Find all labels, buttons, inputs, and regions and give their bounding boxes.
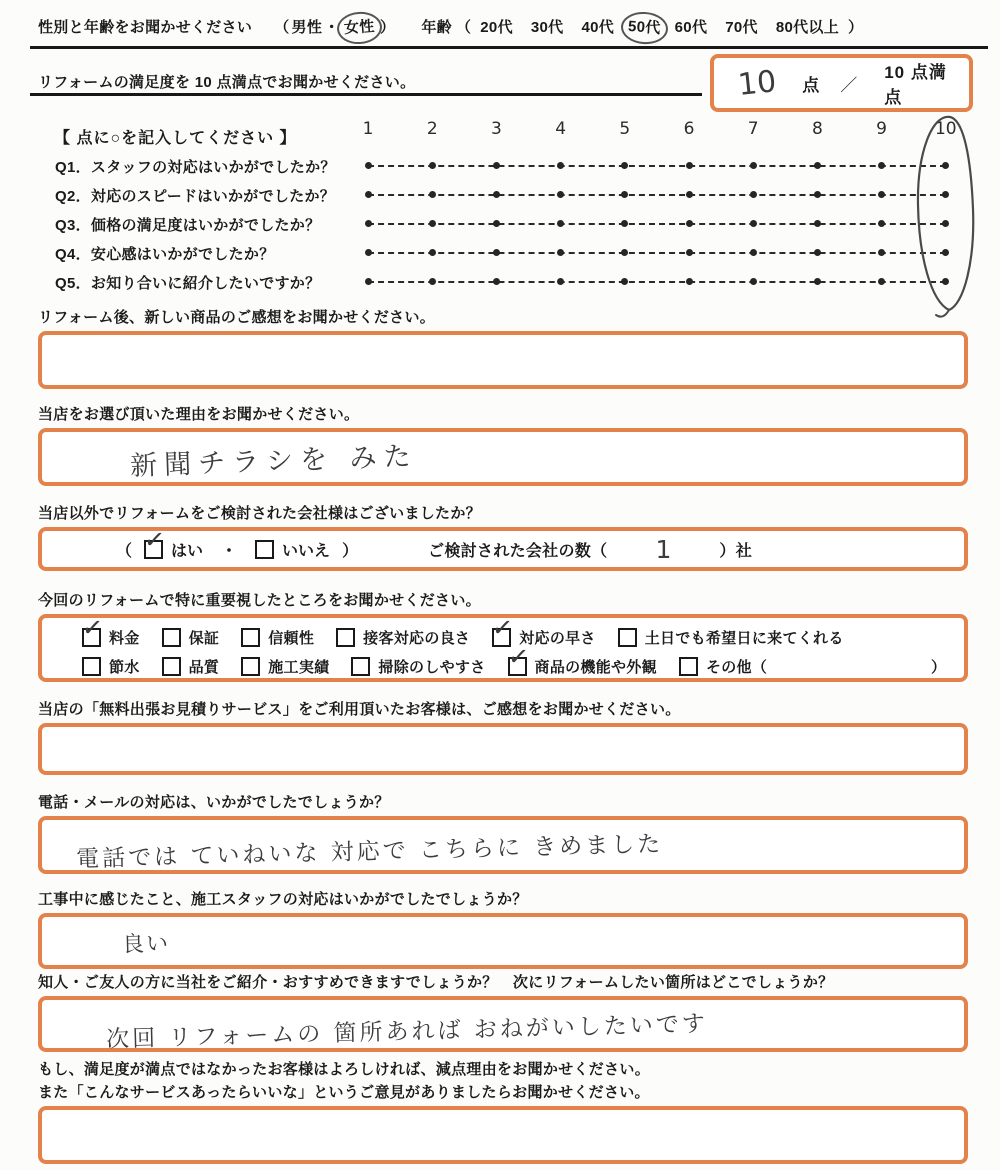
rating-rows [0, 152, 1000, 297]
company-count-suffix: ）社 [719, 542, 752, 560]
priority-option[interactable] [241, 627, 314, 648]
rating-dot[interactable] [621, 249, 628, 256]
rating-dot[interactable] [621, 162, 628, 169]
section-label: 当店をお選び頂いた理由をお聞かせください。 [38, 406, 360, 423]
rating-dot[interactable] [814, 220, 821, 227]
rating-dot[interactable] [878, 220, 885, 227]
rating-dot[interactable] [621, 191, 628, 198]
rating-instruction: 【 点に○を記入してください 】 [54, 130, 297, 147]
rating-question-label: Q2．対応のスピードはいかがでしたか？ [55, 188, 336, 205]
dash-line [368, 223, 946, 225]
checkbox[interactable] [336, 628, 355, 647]
rating-dot[interactable] [557, 162, 564, 169]
paren-open-icon: （ [116, 542, 133, 560]
survey-section-priorities [38, 591, 968, 682]
priority-option-label: 商品の機能や外観 [534, 659, 657, 676]
dash-line [368, 165, 946, 167]
rating-dot[interactable] [365, 220, 372, 227]
scale-number: 5 [619, 119, 631, 139]
priority-option-label: 料金 [109, 630, 140, 647]
rating-row [0, 181, 1000, 210]
rating-dot[interactable] [878, 278, 885, 285]
checkbox[interactable] [351, 657, 370, 676]
check-mark-icon: ✓ [142, 523, 167, 555]
scale-number: 4 [555, 119, 567, 139]
rating-row [0, 152, 1000, 181]
priority-option-label: 保証 [188, 630, 220, 647]
priority-option[interactable] [618, 627, 844, 648]
priority-option[interactable] [82, 656, 140, 677]
rating-dot[interactable] [365, 249, 372, 256]
rating-dot[interactable] [429, 191, 436, 198]
impressions-answer-box[interactable] [38, 331, 968, 389]
rating-dot[interactable] [493, 162, 500, 169]
section-label: 知人・ご友人の方に当社をご紹介・おすすめできますでしょうか？ 次にリフォームしたい箇所はどこでしょうか？ [38, 974, 834, 991]
priority-option[interactable] [506, 640, 657, 677]
checkbox[interactable] [618, 628, 637, 647]
scale-number: 3 [491, 119, 502, 139]
section-label: リフォーム後、新しい商品のご感想をお聞かせください。 [38, 309, 436, 326]
rating-dot[interactable] [365, 162, 372, 169]
rating-dot[interactable] [750, 220, 757, 227]
priority-option[interactable] [336, 627, 470, 648]
rating-question-label: Q4．安心感はいかがでしたか？ [55, 246, 275, 263]
age-option[interactable]: 60代 [674, 19, 708, 36]
score-unit-label: 点 [802, 75, 821, 95]
age-option[interactable]: 70代 [725, 19, 758, 36]
rating-dot[interactable] [750, 278, 757, 285]
checkbox[interactable] [80, 611, 105, 647]
construction-answer-box[interactable] [38, 913, 968, 969]
rating-dot[interactable] [686, 191, 693, 198]
check-mark-icon: ✓ [506, 640, 531, 673]
priority-option[interactable] [679, 656, 767, 677]
checkbox[interactable] [162, 628, 181, 647]
section-label: 当店以外でリフォームをご検討された会社様はございましたか？ [38, 505, 481, 522]
priority-option-label: 接客対応の良さ [363, 630, 471, 647]
rating-dotline [336, 152, 978, 181]
priority-option-label: 品質 [188, 659, 220, 676]
company-option-label: いいえ [282, 542, 331, 560]
reason-answer-box[interactable] [38, 428, 968, 486]
company-option[interactable] [142, 523, 204, 561]
rating-dot[interactable] [814, 162, 821, 169]
rating-dot[interactable] [493, 249, 500, 256]
scale-number: 9 [876, 119, 887, 139]
rating-dotline [336, 210, 978, 239]
rating-dot[interactable] [557, 249, 564, 256]
priority-option[interactable] [162, 656, 220, 677]
survey-section-construction [38, 890, 968, 969]
rating-dot[interactable] [429, 278, 436, 285]
rating-dotline [336, 239, 978, 268]
section-divider [30, 46, 988, 49]
rating-matrix [0, 118, 1000, 310]
scale-number: 6 [683, 119, 695, 139]
priority-option-label: 施工実績 [268, 659, 330, 676]
dash-line [368, 252, 946, 254]
scale-number: 7 [747, 119, 759, 139]
companies-answer-box[interactable] [38, 523, 968, 571]
paren-open-icon: （ [455, 19, 472, 36]
written-score-value: 10 [736, 63, 778, 103]
section-label: 今回のリフォームで特に重要視したところをお聞かせください。 [38, 592, 481, 609]
paren-close-icon: ） [848, 19, 864, 36]
rating-question-label: Q1．スタッフの対応はいかがでしたか？ [55, 159, 336, 176]
referral-answer-box[interactable] [38, 996, 968, 1052]
company-option-label: はい [171, 542, 204, 560]
rating-row [0, 268, 1000, 297]
scale-number: 10 [934, 119, 957, 139]
rating-dot[interactable] [750, 249, 757, 256]
priorities-answer-box[interactable] [38, 611, 968, 682]
section-label: 当店の「無料出張お見積りサービス」をご利用頂いたお客様は、ご感想をお聞かせください。 [38, 701, 681, 718]
scale-number: 8 [811, 119, 823, 139]
age-option[interactable]: 30代 [530, 19, 564, 36]
priority-option[interactable] [241, 656, 329, 677]
priority-row [42, 611, 964, 652]
checkbox[interactable] [255, 540, 274, 559]
priority-option-label: 対応の早さ [519, 630, 596, 647]
gender-age-question: 性別と年齢をお聞かせください [38, 19, 253, 36]
rating-dot[interactable] [493, 191, 500, 198]
survey-section-estimate [38, 700, 968, 775]
priority-option[interactable] [162, 627, 220, 648]
rating-question-label: Q3．価格の満足度はいかがでしたか？ [55, 217, 321, 234]
header-line [38, 16, 863, 39]
section-label: また「こんなサービスあったらいいな」というご意見がありましたらお聞かせください。 [38, 1084, 650, 1101]
scale-numbers [336, 119, 978, 139]
sections [38, 308, 968, 1164]
checkbox[interactable] [82, 657, 101, 676]
rating-dot[interactable] [878, 191, 885, 198]
rating-dot[interactable] [365, 278, 372, 285]
rating-dot[interactable] [429, 220, 436, 227]
age-option-selected[interactable]: 50代 [620, 10, 669, 45]
estimate-answer-box[interactable] [38, 723, 968, 775]
age-label: 年齢 [421, 19, 452, 36]
handwritten-answer: 良い [121, 931, 171, 958]
gender-option-selected[interactable]: 女性 [336, 10, 383, 45]
scale-number: 2 [426, 119, 438, 139]
age-option[interactable]: 20代 [480, 19, 513, 36]
section-label: 電話・メールの対応は、いかがでしたでしょうか？ [38, 794, 390, 811]
rating-row [0, 239, 1000, 268]
handwritten-answer: 次回 リフォームの 箇所あれば おねがいしたいです [105, 1011, 709, 1053]
age-options [456, 19, 863, 36]
rating-dot[interactable] [750, 162, 757, 169]
rating-dot[interactable] [686, 249, 693, 256]
gender-options [274, 19, 395, 36]
deduction-answer-box[interactable] [38, 1106, 968, 1164]
priority-option-label: 掃除のしやすさ [378, 659, 486, 676]
paren-close-icon: ） [380, 19, 396, 36]
priority-option[interactable] [80, 611, 140, 648]
score-max-label: 10 点満点 [884, 63, 947, 107]
rating-dot[interactable] [557, 191, 564, 198]
checkbox[interactable] [162, 657, 181, 676]
rating-dotline [336, 268, 978, 297]
rating-dot[interactable] [878, 162, 885, 169]
other-close-paren: ） [930, 659, 946, 676]
company-count-label: ご検討された会社の数（ [428, 542, 608, 560]
rating-dot[interactable] [814, 249, 821, 256]
paren-close-icon: ） [342, 542, 359, 560]
rating-dot[interactable] [557, 278, 564, 285]
survey-section-companies [38, 504, 968, 571]
check-mark-icon: ✓ [490, 611, 515, 644]
handwritten-answer: 電話では ていねいな 対応で こちらに きめました [75, 831, 664, 873]
company-option[interactable] [255, 538, 330, 561]
selected-score-circle [906, 109, 984, 321]
checkbox[interactable] [241, 657, 260, 676]
section-divider [30, 93, 702, 96]
option-separator: ・ [324, 19, 340, 36]
checkbox[interactable] [142, 523, 167, 559]
section-label: もし、満足度が満点ではなかったお客様はよろしければ、減点理由をお聞かせください。 [38, 1061, 651, 1078]
rating-dot[interactable] [493, 220, 500, 227]
priority-option-label: 土日でも希望日に来てくれる [644, 630, 844, 647]
rating-dot[interactable] [686, 220, 693, 227]
rating-dot[interactable] [429, 162, 436, 169]
rating-dot[interactable] [621, 278, 628, 285]
survey-section-impressions [38, 308, 968, 389]
priority-option[interactable] [351, 656, 485, 677]
rating-dot[interactable] [493, 278, 500, 285]
paren-open-icon: （ [274, 19, 290, 36]
gender-option[interactable]: 男性 [291, 19, 323, 36]
rating-dot[interactable] [814, 191, 821, 198]
score-box[interactable] [710, 54, 973, 112]
dash-line [368, 194, 946, 196]
rating-dot[interactable] [814, 278, 821, 285]
checkbox[interactable] [506, 640, 531, 676]
scale-number: 1 [362, 119, 374, 139]
dash-line [368, 281, 946, 283]
priority-row [42, 640, 964, 681]
rating-dot[interactable] [429, 249, 436, 256]
phone-answer-box[interactable] [38, 816, 968, 874]
age-option[interactable]: 40代 [581, 19, 615, 36]
score-slash: ／ [840, 75, 859, 95]
check-mark-icon: ✓ [80, 611, 105, 644]
rating-dotline [336, 181, 978, 210]
section-label: 工事中に感じたこと、施工スタッフの対応はいかがでしたでしょうか？ [38, 891, 528, 908]
score-question-label: リフォームの満足度を 10 点満点でお聞かせください。 [38, 74, 416, 91]
rating-question-label: Q5．お知り合いに紹介したいですか？ [55, 275, 321, 292]
option-separator: ・ [221, 542, 238, 560]
priority-option-label: 信頼性 [268, 630, 315, 647]
checkbox[interactable] [241, 628, 260, 647]
handwritten-answer: 新聞チラシを みた [129, 440, 419, 483]
rating-row [0, 210, 1000, 239]
priority-option[interactable] [490, 611, 596, 648]
checkbox[interactable] [679, 657, 698, 676]
priority-option-label: その他（ [705, 659, 768, 676]
rating-dot[interactable] [878, 249, 885, 256]
rating-dot[interactable] [557, 220, 564, 227]
priority-option-label: 節水 [109, 659, 140, 676]
company-question-row [42, 523, 964, 567]
rating-dot[interactable] [750, 191, 757, 198]
rating-dot[interactable] [365, 191, 372, 198]
age-option[interactable]: 80代以上 [775, 19, 840, 36]
rating-dot[interactable] [621, 220, 628, 227]
survey-section-phone [38, 793, 968, 874]
survey-section-referral [38, 973, 968, 1052]
rating-dot[interactable] [686, 162, 693, 169]
company-count-value: 1 [655, 534, 672, 564]
rating-dot[interactable] [686, 278, 693, 285]
survey-section-deduction [38, 1060, 968, 1164]
survey-section-reason [38, 405, 968, 486]
